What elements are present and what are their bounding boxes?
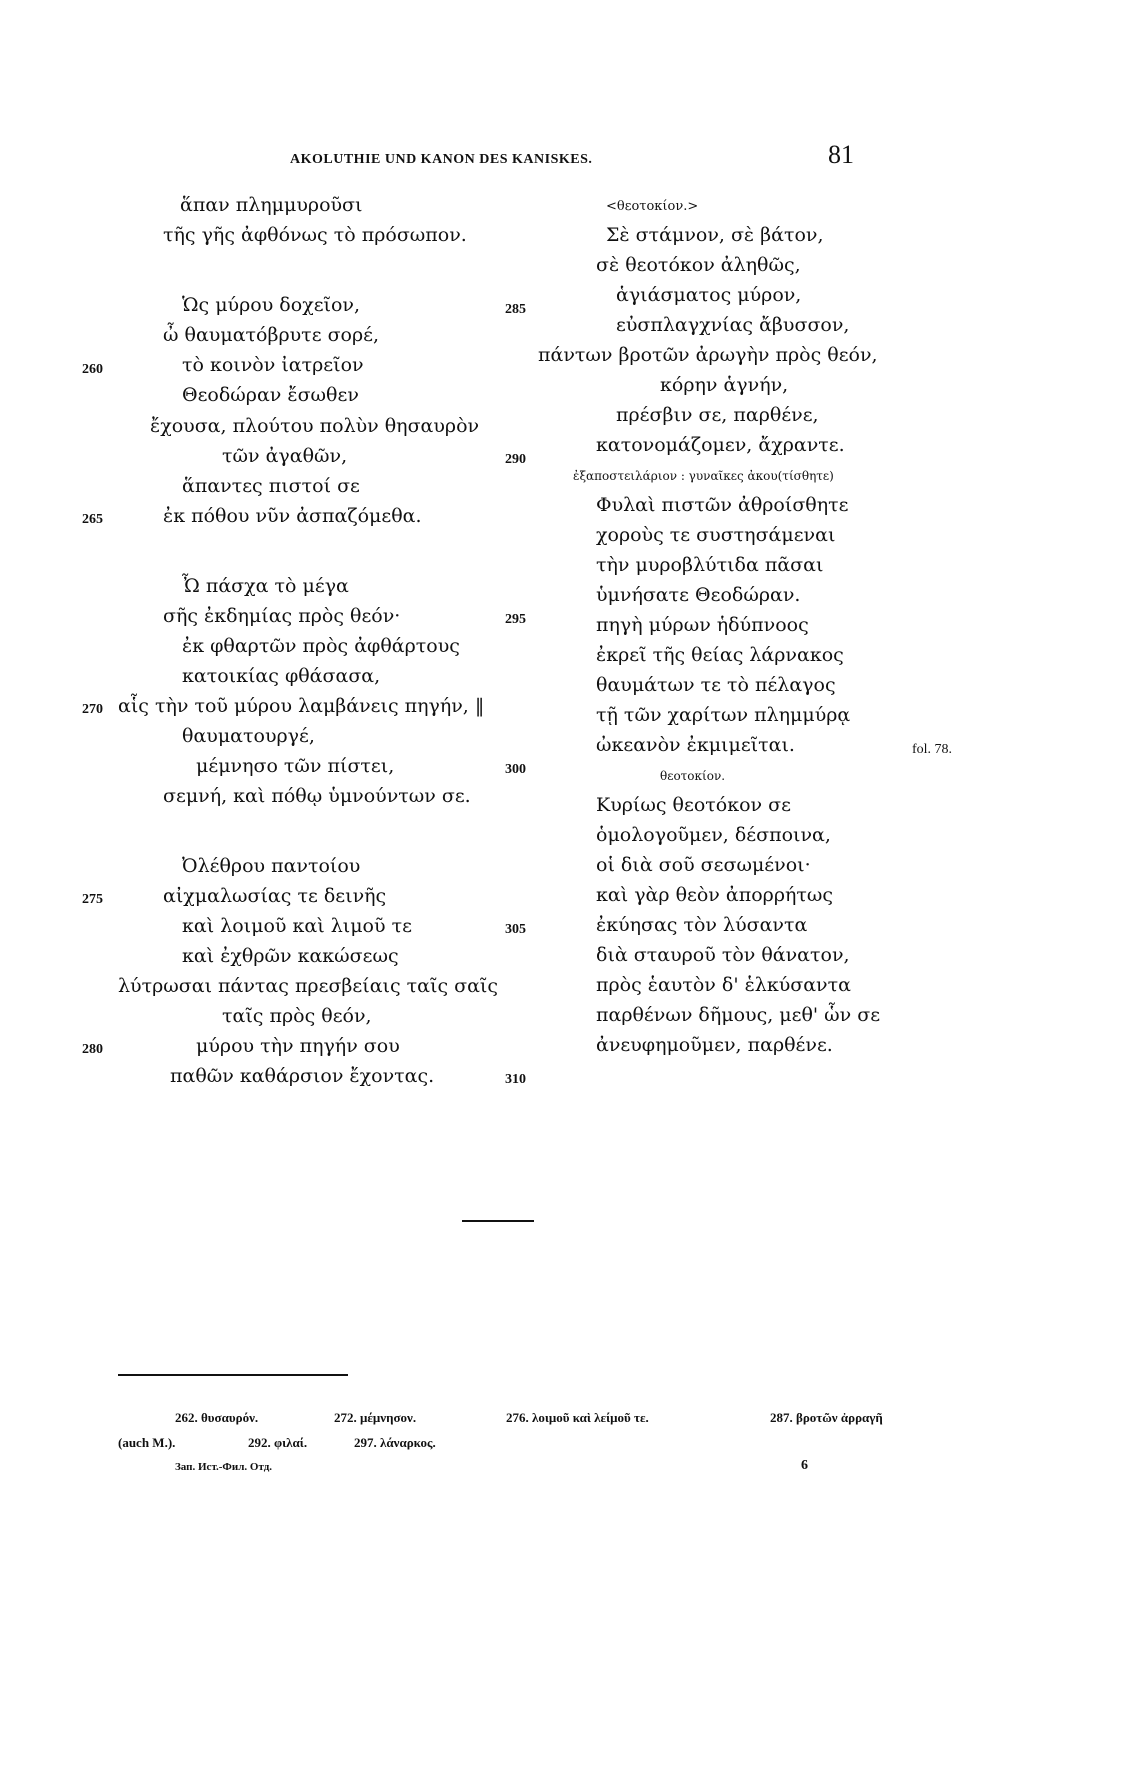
verse-line: ὑμνήσατε Θεοδώραν. — [596, 584, 801, 606]
verse-line: ἐκρεῖ τῆς θείας λάρνακος — [596, 644, 844, 666]
verse-line: ἅπαντες πιστοί σε — [182, 475, 360, 497]
section-heading: θεοτοκίον. — [660, 769, 726, 783]
marginal-note: fol. 78. — [912, 742, 953, 757]
line-number: 265 — [82, 512, 103, 527]
verse-line: καὶ ἐχθρῶν κακώσεως — [182, 945, 399, 967]
line-number: 305 — [505, 922, 526, 937]
line-number: 300 — [505, 762, 526, 777]
footnote: 262. θυσαυρόν. — [175, 1410, 259, 1425]
verse-line: παθῶν καθάρσιον ἔχοντας. — [170, 1065, 435, 1087]
verse-line: ἔχουσα, πλούτου πολὺν θησαυρὸν — [150, 415, 480, 437]
verse-line: τῇ τῶν χαρίτων πλημμύρᾳ — [596, 704, 851, 726]
footnote: 287. βροτῶν ἀρραγῆ — [770, 1410, 883, 1425]
printer-signature: Зап. Ист.-Фил. Отд. — [175, 1461, 273, 1473]
verse-line: χοροὺς τε συστησάμεναι — [596, 524, 836, 546]
line-number: 270 — [82, 702, 103, 717]
verse-line: τὴν μυροβλύτιδα πᾶσαι — [596, 554, 824, 576]
line-number: 295 — [505, 612, 526, 627]
verse-line: μέμνησο τῶν πίστει, — [196, 755, 395, 777]
section-heading: ἐξαποστειλάριον : γυναῖκες ἀκου(τίσθητε) — [573, 469, 834, 483]
verse-line: εὐσπλαγχνίας ἄβυσσον, — [616, 314, 850, 336]
verse-line: λύτρωσαι πάντας πρεσβείαις ταῖς σαῖς — [118, 975, 499, 997]
verse-line: Σὲ στάμνον, σὲ βάτον, — [606, 224, 824, 246]
section-end-rule — [462, 1220, 534, 1222]
verse-line: οἱ διὰ σοῦ σεσωμένοι· — [596, 854, 811, 876]
verse-line: Θεοδώραν ἔσωθεν — [182, 384, 359, 406]
verse-line: θαυμάτων τε τὸ πέλαγος — [596, 674, 836, 696]
section-heading: <θεοτοκίον.> — [606, 199, 699, 214]
verse-line: κατονομάζομεν, ἄχραντε. — [596, 434, 845, 456]
verse-line: μύρου τὴν πηγήν σου — [196, 1035, 400, 1057]
verse-line: θαυματουργέ, — [182, 725, 315, 747]
verse-line: ἐκύησας τὸν λύσαντα — [596, 914, 808, 936]
verse-line: καὶ γὰρ θεὸν ἀπορρήτως — [596, 884, 834, 906]
verse-line: τῆς γῆς ἀφθόνως τὸ πρόσωπον. — [163, 224, 467, 246]
verse-line: πρέσβιν σε, παρθένε, — [616, 404, 819, 426]
verse-line: διὰ σταυροῦ τὸν θάνατον, — [596, 944, 850, 966]
page-number: 81 — [828, 140, 854, 169]
verse-line: ὁμολογοῦμεν, δέσποινα, — [596, 824, 831, 846]
footnote: 297. λάναρκος. — [354, 1435, 436, 1450]
line-number: 285 — [505, 302, 526, 317]
running-header: AKOLUTHIE UND KANON DES KANISKES. — [290, 152, 593, 167]
verse-line: Φυλαὶ πιστῶν ἀθροίσθητε — [596, 494, 849, 516]
verse-line: ὠκεανὸν ἐκμιμεῖται. — [596, 734, 795, 756]
verse-line: ὦ θαυματόβρυτε σορέ, — [163, 324, 380, 346]
verse-line: αἷς τὴν τοῦ μύρου λαμβάνεις πηγήν, ‖ — [118, 695, 485, 717]
verse-line: ἁγιάσματος μύρον, — [616, 284, 802, 306]
verse-line: σῆς ἐκδημίας πρὸς θεόν· — [163, 605, 401, 627]
line-number: 280 — [82, 1042, 103, 1057]
verse-line: ἅπαν πλημμυροῦσι — [180, 194, 363, 216]
verse-line: ταῖς πρὸς θεόν, — [222, 1005, 372, 1027]
line-number: 290 — [505, 452, 526, 467]
verse-line: ἐκ φθαρτῶν πρὸς ἀφθάρτους — [182, 635, 460, 657]
verse-line: πρὸς ἑαυτὸν δ' ἑλκύσαντα — [596, 974, 851, 996]
verse-line: κατοικίας φθάσασα, — [182, 665, 381, 687]
verse-line: Ὡς μύρου δοχεῖον, — [182, 294, 361, 316]
verse-line: τῶν ἀγαθῶν, — [222, 445, 348, 467]
verse-line: ἀνευφημοῦμεν, παρθένε. — [596, 1034, 833, 1056]
footnote: 276. λοιμοῦ καὶ λείμοῦ τε. — [506, 1410, 649, 1425]
verse-line: πάντων βροτῶν ἀρωγὴν πρὸς θεόν, — [538, 344, 878, 366]
verse-line: παρθένων δῆμους, μεθ' ὧν σε — [596, 1004, 881, 1026]
verse-line: Ὀλέθρου παντοίου — [182, 855, 361, 877]
footnote: 272. μέμνησον. — [334, 1410, 417, 1425]
line-number: 310 — [505, 1072, 526, 1087]
footnote: (auch M.). — [118, 1435, 176, 1450]
verse-line: σεμνή, καὶ πόθῳ ὑμνούντων σε. — [163, 785, 471, 807]
line-number: 275 — [82, 892, 103, 907]
line-number: 260 — [82, 362, 103, 377]
footnote: 292. φιλαί. — [248, 1435, 308, 1450]
verse-line: πηγὴ μύρων ἡδύπνοος — [596, 614, 809, 636]
verse-line: τὸ κοινὸν ἰατρεῖον — [182, 354, 364, 376]
verse-line: σὲ θεοτόκον ἀληθῶς, — [596, 254, 801, 276]
signature-number: 6 — [801, 1458, 808, 1473]
footnote-rule — [118, 1374, 348, 1376]
verse-line: Ὦ πάσχα τὸ μέγα — [182, 575, 349, 597]
verse-line: Κυρίως θεοτόκον σε — [596, 794, 791, 816]
verse-line: κόρην ἁγνήν, — [660, 374, 789, 396]
verse-line: καὶ λοιμοῦ καὶ λιμοῦ τε — [182, 915, 412, 937]
verse-line: αἰχμαλωσίας τε δεινῆς — [163, 885, 387, 907]
verse-line: ἐκ πόθου νῦν ἀσπαζόμεθα. — [163, 505, 422, 527]
